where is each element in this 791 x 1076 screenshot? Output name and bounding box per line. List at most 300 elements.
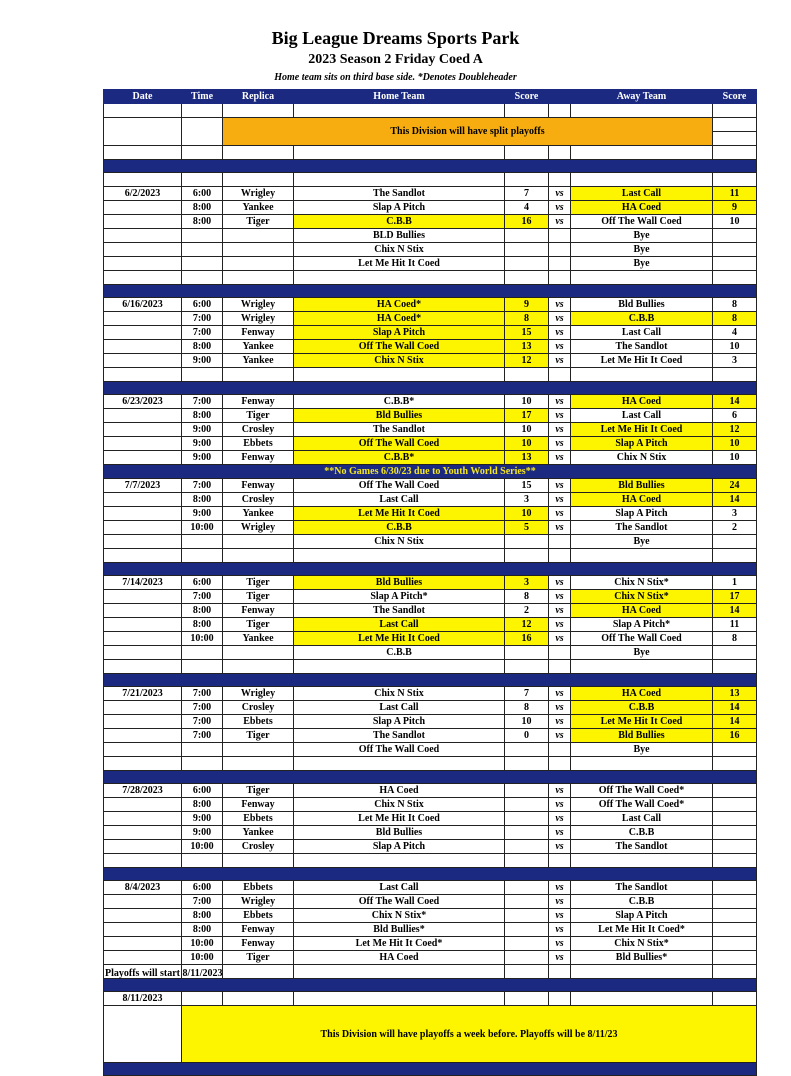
home-score: [505, 784, 549, 798]
home-score: 10: [505, 507, 549, 521]
home-score: 2: [505, 604, 549, 618]
game-row: [104, 992, 757, 1006]
blank-cell: [294, 854, 505, 868]
section-separator: [104, 868, 757, 881]
home-score: 4: [505, 201, 549, 215]
replica: Ebbets: [223, 881, 294, 895]
blank-row: [104, 368, 757, 382]
home-score: 17: [505, 409, 549, 423]
away-score: 8: [713, 298, 757, 312]
blank-cell: [505, 271, 549, 285]
date: [104, 340, 182, 354]
blank-row: [104, 271, 757, 285]
blank-cell: [182, 104, 223, 118]
game-row: [104, 923, 757, 937]
time: 7:00: [182, 701, 223, 715]
blank-cell: [104, 1006, 182, 1063]
away-score: [713, 951, 757, 965]
game-row: [104, 701, 757, 715]
vs: vs: [549, 937, 571, 951]
time: 7:00: [182, 479, 223, 493]
section-separator: [104, 771, 757, 784]
schedule-table: [103, 89, 757, 1076]
blank-cell: [505, 757, 549, 771]
blank-cell: [549, 173, 571, 187]
replica: Fenway: [223, 451, 294, 465]
col-header-vs: [549, 90, 571, 104]
replica: Tiger: [223, 951, 294, 965]
date: [104, 951, 182, 965]
home-score: [505, 743, 549, 757]
date: [104, 743, 182, 757]
away-score: 1: [713, 576, 757, 590]
vs: [549, 229, 571, 243]
blank-cell: [104, 660, 182, 674]
separator-bar: [104, 979, 757, 992]
home-score: [505, 881, 549, 895]
game-row: [104, 298, 757, 312]
section-separator: [104, 674, 757, 687]
home-team: Slap A Pitch: [294, 840, 505, 854]
time: 6:00: [182, 881, 223, 895]
schedule-body: [104, 104, 757, 1076]
home-team: Bld Bullies: [294, 826, 505, 840]
blank-cell: [549, 368, 571, 382]
home-team: Let Me Hit It Coed: [294, 257, 505, 271]
replica: [223, 243, 294, 257]
away-score: 3: [713, 507, 757, 521]
replica: Fenway: [223, 604, 294, 618]
home-score: 13: [505, 340, 549, 354]
blank-cell: [104, 146, 182, 160]
vs: vs: [549, 423, 571, 437]
blank-cell: [549, 104, 571, 118]
away-score: [713, 992, 757, 1006]
vs: vs: [549, 479, 571, 493]
away-score: 12: [713, 423, 757, 437]
date: 7/21/2023: [104, 687, 182, 701]
away-score: [713, 646, 757, 660]
blank-cell: [713, 549, 757, 563]
game-row: [104, 895, 757, 909]
header-row: [104, 90, 757, 104]
blank-cell: [713, 757, 757, 771]
away-team: Off The Wall Coed*: [571, 784, 713, 798]
blank-cell: [104, 854, 182, 868]
home-team: C.B.B: [294, 646, 505, 660]
replica: Fenway: [223, 395, 294, 409]
blank-cell: [182, 368, 223, 382]
vs: vs: [549, 521, 571, 535]
game-row: [104, 590, 757, 604]
game-row: [104, 840, 757, 854]
blank-cell: [223, 173, 294, 187]
time: [182, 992, 223, 1006]
time: 8:00: [182, 215, 223, 229]
vs: vs: [549, 312, 571, 326]
blank-cell: [104, 173, 182, 187]
away-team: C.B.B: [571, 701, 713, 715]
blank-cell: [713, 660, 757, 674]
footer-note: Playoffs will start 8/11/2023: [105, 968, 223, 979]
time: 8:00: [182, 798, 223, 812]
blank-row: [104, 146, 757, 160]
vs: vs: [549, 632, 571, 646]
replica: Fenway: [223, 326, 294, 340]
date: [104, 632, 182, 646]
game-row: [104, 229, 757, 243]
time: 10:00: [182, 632, 223, 646]
blank-cell: [294, 173, 505, 187]
date: [104, 507, 182, 521]
time: 8:00: [182, 909, 223, 923]
home-score: 10: [505, 395, 549, 409]
vs: vs: [549, 187, 571, 201]
blank-row: [104, 104, 757, 118]
date: [104, 535, 182, 549]
blank-cell: [294, 549, 505, 563]
blank-cell: [713, 146, 757, 160]
vs: [549, 257, 571, 271]
vs: vs: [549, 395, 571, 409]
replica: Fenway: [223, 923, 294, 937]
home-team: Chix N Stix: [294, 243, 505, 257]
home-score: 0: [505, 729, 549, 743]
home-team: Off The Wall Coed: [294, 437, 505, 451]
time: 8:00: [182, 409, 223, 423]
time: [182, 743, 223, 757]
blank-row: [104, 854, 757, 868]
game-row: [104, 646, 757, 660]
date: 7/28/2023: [104, 784, 182, 798]
vs: vs: [549, 326, 571, 340]
away-score: [713, 257, 757, 271]
time: 7:00: [182, 715, 223, 729]
home-score: [505, 840, 549, 854]
away-score: [713, 923, 757, 937]
time: 6:00: [182, 576, 223, 590]
time: 8:00: [182, 604, 223, 618]
col-header-date: Date: [104, 90, 182, 104]
away-score: 2: [713, 521, 757, 535]
away-score: 10: [713, 340, 757, 354]
blank-cell: [182, 146, 223, 160]
replica: [223, 535, 294, 549]
game-row: [104, 257, 757, 271]
home-team: Off The Wall Coed: [294, 340, 505, 354]
time: 7:00: [182, 687, 223, 701]
away-team: Last Call: [571, 187, 713, 201]
home-team: C.B.B: [294, 215, 505, 229]
away-score: [713, 784, 757, 798]
blank-cell: [505, 368, 549, 382]
replica: Yankee: [223, 826, 294, 840]
home-score: 3: [505, 576, 549, 590]
away-team: HA Coed: [571, 395, 713, 409]
time: 9:00: [182, 354, 223, 368]
vs: vs: [549, 701, 571, 715]
blank-cell: [294, 271, 505, 285]
replica: [223, 257, 294, 271]
home-score: [505, 895, 549, 909]
no-games-note-row: [104, 465, 757, 479]
time: [182, 243, 223, 257]
away-score: [713, 937, 757, 951]
game-row: [104, 395, 757, 409]
replica: [223, 992, 294, 1006]
time: 9:00: [182, 826, 223, 840]
home-team: C.B.B*: [294, 395, 505, 409]
separator-bar: [104, 285, 757, 298]
date: [104, 729, 182, 743]
date: [104, 826, 182, 840]
home-score: [505, 229, 549, 243]
away-score: [713, 826, 757, 840]
vs: [549, 646, 571, 660]
banner-row: [104, 118, 757, 132]
away-score: 11: [713, 187, 757, 201]
col-header-home-team: Home Team: [294, 90, 505, 104]
game-row: [104, 479, 757, 493]
blank-cell: [223, 368, 294, 382]
away-score: 14: [713, 493, 757, 507]
home-score: [505, 826, 549, 840]
blank-cell: [223, 146, 294, 160]
home-team: The Sandlot: [294, 423, 505, 437]
away-score: 24: [713, 479, 757, 493]
vs: vs: [549, 409, 571, 423]
replica: Yankee: [223, 354, 294, 368]
blank-row: [104, 757, 757, 771]
game-row: [104, 784, 757, 798]
away-score: 14: [713, 395, 757, 409]
vs: vs: [549, 798, 571, 812]
home-score: 15: [505, 326, 549, 340]
blank-cell: [182, 854, 223, 868]
time: 9:00: [182, 812, 223, 826]
vs: vs: [549, 590, 571, 604]
game-row: [104, 507, 757, 521]
vs: vs: [549, 354, 571, 368]
playoffs-banner-row: [104, 1006, 757, 1063]
away-score: [713, 909, 757, 923]
game-row: [104, 909, 757, 923]
time: 10:00: [182, 840, 223, 854]
home-score: 10: [505, 437, 549, 451]
replica: Ebbets: [223, 909, 294, 923]
blank-cell: [223, 854, 294, 868]
blank-cell: [713, 965, 757, 979]
game-row: [104, 715, 757, 729]
separator-bar: [104, 1063, 757, 1076]
blank-cell: [223, 549, 294, 563]
game-row: [104, 201, 757, 215]
blank-cell: [182, 271, 223, 285]
date: [104, 312, 182, 326]
away-team: Bld Bullies: [571, 729, 713, 743]
time: [182, 257, 223, 271]
home-team: [294, 992, 505, 1006]
home-score: 8: [505, 701, 549, 715]
time: 8:00: [182, 493, 223, 507]
game-row: [104, 437, 757, 451]
replica: Yankee: [223, 507, 294, 521]
replica: Wrigley: [223, 298, 294, 312]
date: [104, 604, 182, 618]
away-score: [713, 229, 757, 243]
vs: vs: [549, 451, 571, 465]
date: [104, 646, 182, 660]
col-header-replica: Replica: [223, 90, 294, 104]
col-header-home-score: Score: [505, 90, 549, 104]
date: [104, 437, 182, 451]
home-score: 9: [505, 298, 549, 312]
separator-bar: [104, 868, 757, 881]
home-team: Chix N Stix: [294, 798, 505, 812]
replica: Tiger: [223, 409, 294, 423]
game-row: [104, 618, 757, 632]
away-team: Chix N Stix*: [571, 937, 713, 951]
col-header-away-score: Score: [713, 90, 757, 104]
game-row: [104, 243, 757, 257]
section-separator: [104, 979, 757, 992]
vs: vs: [549, 215, 571, 229]
date: [104, 715, 182, 729]
away-team: HA Coed: [571, 687, 713, 701]
game-row: [104, 312, 757, 326]
home-score: 13: [505, 451, 549, 465]
away-score: 6: [713, 409, 757, 423]
split-playoffs-banner: This Division will have split playoffs: [223, 118, 713, 146]
home-score: [505, 992, 549, 1006]
away-team: Bye: [571, 243, 713, 257]
replica: [223, 229, 294, 243]
blank-cell: [549, 271, 571, 285]
date: [104, 923, 182, 937]
blank-cell: [571, 173, 713, 187]
away-score: [713, 535, 757, 549]
away-score: 14: [713, 604, 757, 618]
time: 9:00: [182, 451, 223, 465]
away-score: [713, 881, 757, 895]
home-score: [505, 535, 549, 549]
home-team: Chix N Stix*: [294, 909, 505, 923]
away-team: Slap A Pitch: [571, 437, 713, 451]
date: [104, 326, 182, 340]
home-team: Off The Wall Coed: [294, 479, 505, 493]
blank-cell: [505, 854, 549, 868]
col-header-time: Time: [182, 90, 223, 104]
away-score: 10: [713, 437, 757, 451]
date: [104, 895, 182, 909]
home-team: The Sandlot: [294, 604, 505, 618]
game-row: [104, 187, 757, 201]
away-score: 10: [713, 451, 757, 465]
separator-bar: [104, 563, 757, 576]
page-title: Big League Dreams Sports Park: [271, 28, 520, 48]
home-team: Last Call: [294, 881, 505, 895]
blank-cell: [571, 965, 713, 979]
away-team: Chix N Stix*: [571, 590, 713, 604]
vs: vs: [549, 812, 571, 826]
home-score: 5: [505, 521, 549, 535]
vs: vs: [549, 507, 571, 521]
date: [104, 257, 182, 271]
home-team: Bld Bullies: [294, 409, 505, 423]
away-team: Bye: [571, 535, 713, 549]
away-team: C.B.B: [571, 895, 713, 909]
away-team: The Sandlot: [571, 340, 713, 354]
replica: Wrigley: [223, 521, 294, 535]
time: 8:00: [182, 618, 223, 632]
date: [104, 409, 182, 423]
away-score: [713, 895, 757, 909]
vs: vs: [549, 201, 571, 215]
vs: vs: [549, 840, 571, 854]
blank-cell: [223, 965, 294, 979]
vs: vs: [549, 923, 571, 937]
away-team: The Sandlot: [571, 521, 713, 535]
date: 7/14/2023: [104, 576, 182, 590]
time: 8:00: [182, 923, 223, 937]
home-team: Chix N Stix: [294, 354, 505, 368]
away-team: Bye: [571, 743, 713, 757]
page-subtitle: 2023 Season 2 Friday Coed A: [308, 52, 483, 67]
replica: [223, 743, 294, 757]
game-row: [104, 951, 757, 965]
away-team: Bye: [571, 229, 713, 243]
away-team: Let Me Hit It Coed: [571, 423, 713, 437]
blank-cell: [223, 271, 294, 285]
away-score: [713, 243, 757, 257]
home-score: 8: [505, 590, 549, 604]
date: [104, 354, 182, 368]
away-team: Bye: [571, 257, 713, 271]
home-team: Off The Wall Coed: [294, 895, 505, 909]
home-score: 8: [505, 312, 549, 326]
away-team: Bld Bullies: [571, 479, 713, 493]
home-team: C.B.B*: [294, 451, 505, 465]
game-row: [104, 604, 757, 618]
blank-cell: [182, 118, 223, 146]
blank-cell: [182, 660, 223, 674]
time: 10:00: [182, 521, 223, 535]
blank-cell: [571, 757, 713, 771]
date: 6/2/2023: [104, 187, 182, 201]
replica: Tiger: [223, 618, 294, 632]
playoffs-banner: This Division will have playoffs a week before. Playoffs will be 8/11/23: [182, 1006, 757, 1063]
blank-cell: [505, 173, 549, 187]
away-score: 11: [713, 618, 757, 632]
date: [104, 798, 182, 812]
time: 10:00: [182, 951, 223, 965]
blank-cell: [104, 757, 182, 771]
replica: Wrigley: [223, 895, 294, 909]
away-team: Bld Bullies*: [571, 951, 713, 965]
blank-cell: [713, 854, 757, 868]
blank-cell: [294, 368, 505, 382]
home-score: [505, 646, 549, 660]
blank-cell: [571, 854, 713, 868]
home-score: [505, 243, 549, 257]
home-score: [505, 909, 549, 923]
date: [104, 493, 182, 507]
replica: Yankee: [223, 340, 294, 354]
away-score: 8: [713, 632, 757, 646]
game-row: [104, 521, 757, 535]
home-team: Last Call: [294, 618, 505, 632]
date: 8/11/2023: [104, 992, 182, 1006]
